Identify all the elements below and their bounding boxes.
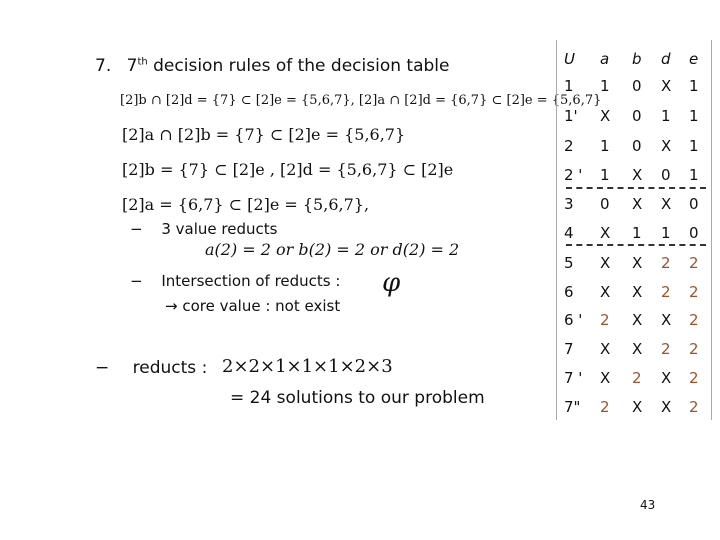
formula-2: [2]a ∩ [2]b = {7} ⊂ [2]e = {5,6,7} [122,125,406,144]
cell-b: X [632,398,643,416]
cell-b: X [632,195,643,213]
header-a: a [600,50,610,68]
reducts-formula: 2×2×1×1×1×2×3 [222,356,393,377]
cell-e: 1 [689,107,699,125]
bullet-dash: − [95,358,110,378]
cell-b: 2 [632,369,642,387]
cell-u: 2 [564,137,574,155]
dashed-divider [566,187,706,189]
cell-b: X [632,311,643,329]
cell-e: 2 [689,311,699,329]
cell-u: 7 [564,340,574,358]
cell-u: 4 [564,224,574,242]
table-row [556,365,716,395]
cell-e: 1 [689,137,699,155]
cell-d: 1 [661,107,671,125]
cell-b: X [632,254,643,272]
cell-d: 2 [661,340,671,358]
solutions-text: = 24 solutions to our problem [230,388,485,408]
cell-e: 2 [689,254,699,272]
cell-u: 3 [564,195,574,213]
core-value-text: → core value : not exist [165,297,341,315]
cell-d: X [661,398,672,416]
table-row [556,191,716,221]
table-row [556,394,716,424]
cell-a: 0 [600,195,610,213]
bullet-dash: − [130,272,143,290]
cell-u: 6 [564,283,574,301]
cell-a: X [600,340,611,358]
cell-d: 0 [661,166,671,184]
formula-4: [2]a = {6,7} ⊂ [2]e = {5,6,7}, [122,195,370,214]
cell-a: X [600,254,611,272]
cell-d: X [661,311,672,329]
decision-table [556,40,716,420]
table-header-row [556,46,716,76]
formula-1: [2]b ∩ [2]d = {7} ⊂ [2]e = {5,6,7}, [2]a ∩ [2]d = {6,7} ⊂ [2]e = {5,6,7} [120,93,602,108]
cell-e: 0 [689,224,699,242]
cell-d: 2 [661,283,671,301]
header-d: d [661,50,671,68]
cell-b: 0 [632,107,642,125]
cell-b: 1 [632,224,642,242]
formula-3: [2]b = {7} ⊂ [2]e , [2]d = {5,6,7} ⊂ [2]e [122,160,454,179]
table-row [556,336,716,366]
bullet-dash: − [130,220,143,238]
cell-a: X [600,283,611,301]
slide-title [95,56,449,76]
table-row [556,73,716,103]
table-row [556,307,716,337]
cell-u: 7" [564,398,581,416]
title-sup: th [137,56,148,68]
dashed-divider [566,244,706,246]
cell-a: X [600,107,611,125]
cell-u: 2 ' [564,166,583,184]
empty-set-symbol: φ [382,268,401,298]
cell-b: X [632,340,643,358]
table-row [556,103,716,133]
value-reducts-formula: a(2) = 2 or b(2) = 2 or d(2) = 2 [205,240,460,259]
cell-a: 1 [600,137,610,155]
page-number: 43 [640,498,656,512]
table-row [556,250,716,280]
cell-e: 2 [689,398,699,416]
cell-d: X [661,137,672,155]
title-text: decision rules of the decision table [153,56,450,76]
cell-a: X [600,369,611,387]
cell-u: 5 [564,254,574,272]
cell-a: 2 [600,398,610,416]
cell-d: 2 [661,254,671,272]
cell-u: 7 ' [564,369,583,387]
cell-b: X [632,283,643,301]
cell-d: X [661,195,672,213]
cell-d: X [661,77,672,95]
bullet-intersection [130,272,340,290]
cell-u: 1' [564,107,578,125]
bullet-reducts [95,358,207,378]
cell-a: 1 [600,166,610,184]
cell-e: 1 [689,166,699,184]
cell-b: 0 [632,137,642,155]
table-row [556,279,716,309]
cell-e: 2 [689,340,699,358]
bullet-value-reducts [130,220,277,238]
cell-a: X [600,224,611,242]
bullet-text: 3 value reducts [161,220,278,238]
cell-e: 1 [689,77,699,95]
title-number: 7. [95,56,112,76]
cell-e: 2 [689,369,699,387]
cell-e: 0 [689,195,699,213]
cell-d: X [661,369,672,387]
header-u: U [564,50,575,68]
bullet-text: Intersection of reducts : [161,272,341,290]
header-b: b [632,50,642,68]
cell-u: 1 [564,77,574,95]
cell-d: 1 [661,224,671,242]
header-e: e [689,50,699,68]
cell-u: 6 ' [564,311,583,329]
cell-b: 0 [632,77,642,95]
cell-a: 1 [600,77,610,95]
table-row [556,133,716,163]
cell-a: 2 [600,311,610,329]
cell-e: 2 [689,283,699,301]
cell-b: X [632,166,643,184]
bullet-text: reducts : [132,358,208,378]
title-prefix: 7 [126,56,138,76]
